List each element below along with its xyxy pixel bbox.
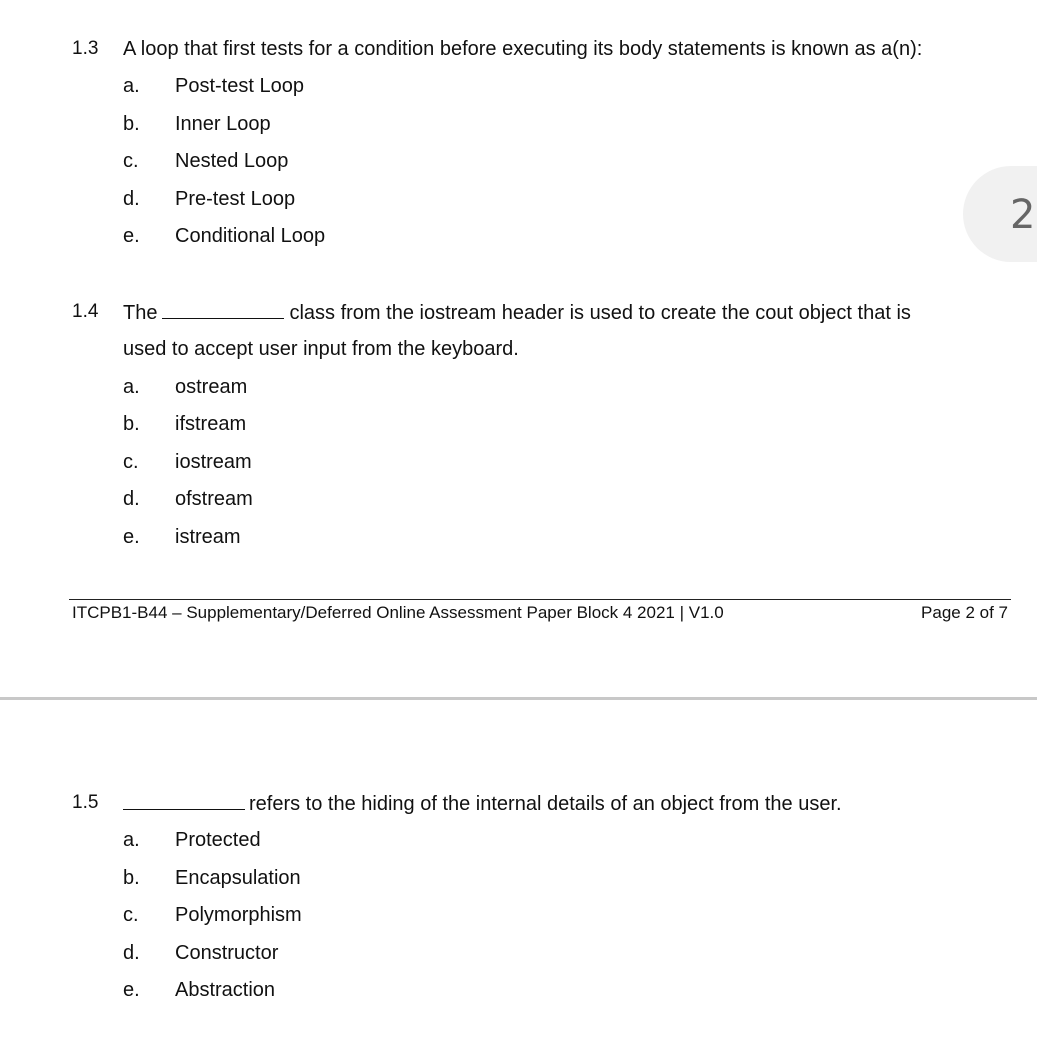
option-text: Nested Loop bbox=[175, 150, 289, 172]
option-letter: a. bbox=[123, 75, 140, 97]
option-letter: c. bbox=[123, 451, 139, 473]
question-text bbox=[123, 791, 842, 816]
option-letter: d. bbox=[123, 188, 140, 210]
option-text: Constructor bbox=[175, 942, 279, 964]
option-letter: e. bbox=[123, 225, 140, 247]
footer-document-title: ITCPB1-B44 – Supplementary/Deferred Online Assessment Paper Block 4 2021 | V1.0 bbox=[72, 603, 724, 622]
option-letter: b. bbox=[123, 113, 140, 135]
option-letter: e. bbox=[123, 526, 140, 548]
option-text: ostream bbox=[175, 376, 248, 398]
option-text: Polymorphism bbox=[175, 904, 302, 926]
fill-in-blank bbox=[123, 791, 245, 810]
question-text-after: class from the iostream header is used to create the cout object that is bbox=[289, 302, 911, 324]
page-indicator-number: 2 bbox=[1010, 192, 1036, 238]
footer-divider bbox=[69, 599, 1011, 600]
question-number: 1.4 bbox=[72, 301, 99, 322]
option-text: Inner Loop bbox=[175, 113, 271, 135]
option-letter: a. bbox=[123, 829, 140, 851]
option-letter: b. bbox=[123, 413, 140, 435]
option-text: Pre-test Loop bbox=[175, 188, 296, 210]
question-number: 1.5 bbox=[72, 792, 99, 813]
option-text: Conditional Loop bbox=[175, 225, 326, 247]
option-text: ofstream bbox=[175, 488, 253, 510]
option-letter: d. bbox=[123, 942, 140, 964]
option-text: Encapsulation bbox=[175, 867, 301, 889]
option-text: istream bbox=[175, 526, 241, 548]
question-text bbox=[123, 300, 911, 325]
option-text: iostream bbox=[175, 451, 252, 473]
fill-in-blank bbox=[162, 300, 284, 319]
option-text: Abstraction bbox=[175, 979, 276, 1001]
question-text-after: refers to the hiding of the internal details of an object from the user. bbox=[249, 793, 842, 815]
option-letter: a. bbox=[123, 376, 140, 398]
option-text: Protected bbox=[175, 829, 261, 851]
option-letter: e. bbox=[123, 979, 140, 1001]
page-separator bbox=[0, 697, 1037, 700]
question-text: A loop that first tests for a condition before executing its body statements is known as a(n): bbox=[123, 38, 923, 60]
option-letter: c. bbox=[123, 904, 139, 926]
question-text-before: The bbox=[123, 302, 158, 324]
question-number: 1.3 bbox=[72, 38, 99, 59]
option-letter: c. bbox=[123, 150, 139, 172]
option-text: ifstream bbox=[175, 413, 247, 435]
footer-page-number: Page 2 of 7 bbox=[921, 603, 1008, 622]
option-letter: d. bbox=[123, 488, 140, 510]
question-text-line2: used to accept user input from the keyboard. bbox=[123, 338, 519, 360]
option-letter: b. bbox=[123, 867, 140, 889]
option-text: Post-test Loop bbox=[175, 75, 304, 97]
